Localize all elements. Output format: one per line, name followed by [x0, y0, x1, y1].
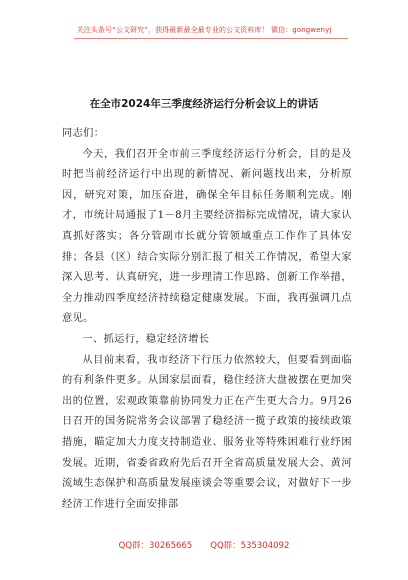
header-banner: 关注头条号“公文研究”，获得最新最全最专业的公文资料库！ 微信：gongwenyj [76, 26, 332, 34]
footer-contact [0, 539, 408, 551]
footer-qq-group-2: QQ群：535304092 [210, 541, 290, 551]
header-divider [74, 38, 348, 39]
paragraph: 今天，我们召开全市前三季度经济运行分析会，目的是及时把当前经济运行中出现的新情况、新问题找出来，分析原因，研究对策，加压奋进，确保全年目标任务顺利完成。刚才，市统计局通报了1－8月主要经济指标完成情况，请大家认真抓好落实；各分管副市长就分管领域重点工作作了具体安排；各县（区）结合实际分别汇报了相关工作情况，希望大家深入思考、认真研究，进一步理清工作思路、创新工作举措，全力推动四季度经济持续稳定健康发展。下面，我再强调几点意见。 [62, 148, 352, 325]
document-title: 在全市2024年三季度经济运行分析会议上的讲话 [89, 98, 319, 110]
paragraph: 从目前来看，我市经济下行压力依然较大，但要看到面临的有利条件更多。从国家层面看，稳住经济大盘被摆在更加突出的位置，宏观政策靠前协同发力正在产生更大合力。9月26日召开的国务院常务会议部署了稳经济一揽子政策的接续政策措施，瞄定加大力度支持制造业、服务业等特殊困难行业纾困发展。近期，省委省政府先后召开全省高质量发展大会、黄河流域生态保护和高质量发展座谈会等重要会议，对做好下一步经济工作进行全面安排部 [62, 354, 352, 510]
document-body [62, 124, 352, 515]
salutation: 同志们： [62, 128, 105, 139]
section-heading: 一、抓运行，稳定经济增长 [82, 333, 210, 345]
footer-qq-group-1: QQ群：30265665 [118, 541, 193, 551]
